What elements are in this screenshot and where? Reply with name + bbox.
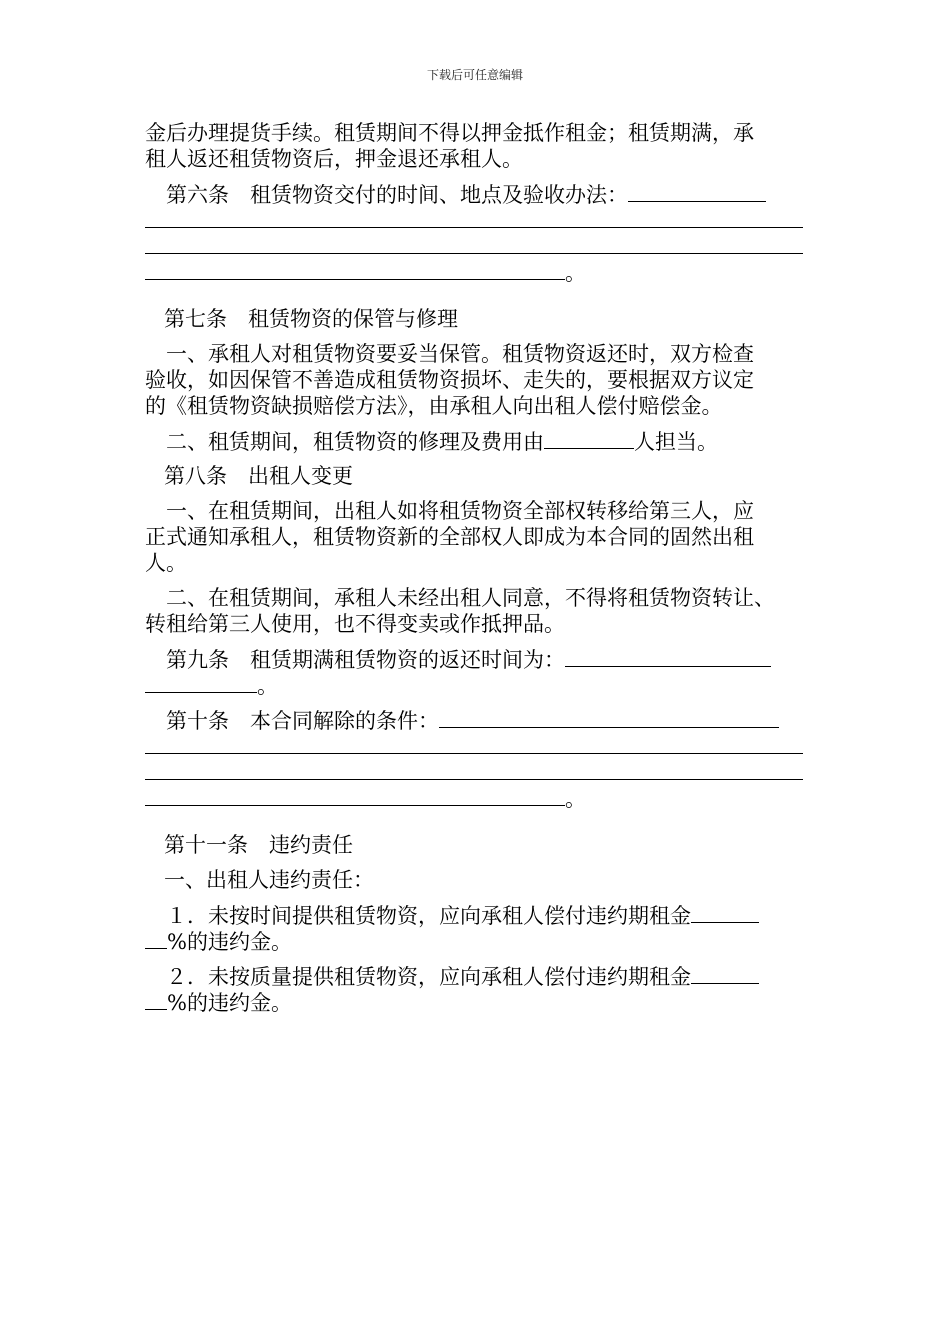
text-line: 人。 (145, 551, 187, 575)
text-line: 金后办理提货手续。租赁期间不得以押金抵作租金；租赁期满，承 (145, 121, 754, 145)
blank-field[interactable] (145, 989, 167, 1010)
article-7 (145, 306, 815, 332)
blank-field[interactable] (145, 733, 803, 754)
contract-body (145, 120, 815, 1024)
paragraph-deposit (145, 120, 815, 172)
period: 。 (565, 261, 586, 285)
article-11 (145, 832, 815, 858)
text-segment: ２．未按质量提供租赁物资，应向承租人偿付违约期租金 (166, 965, 691, 989)
article-7-title: 第七条 租赁物资的保管与修理 (164, 307, 458, 331)
article-11-title: 第十一条 违约责任 (164, 833, 353, 857)
blank-field[interactable] (145, 759, 803, 780)
article-7-item-2 (145, 428, 815, 454)
article-11-subtitle (145, 867, 815, 893)
article-6-label: 第六条 租赁物资交付的时间、地点及验收办法： (166, 183, 628, 207)
period: 。 (565, 787, 586, 811)
text-line: 转租给第三人使用，也不得变卖或作抵押品。 (145, 612, 565, 636)
article-11-clause-1 (145, 902, 815, 954)
blank-field[interactable] (565, 646, 771, 667)
text-segment: 人担当。 (634, 430, 718, 454)
blank-field[interactable] (691, 963, 759, 984)
article-6 (145, 181, 815, 285)
article-11-clause-2 (145, 963, 815, 1015)
article-9 (145, 646, 815, 698)
page-header: 下载后可任意编辑 (426, 68, 523, 82)
text-line: 二、在租赁期间，承租人未经出租人同意，不得将租赁物资转让、 (166, 586, 775, 610)
article-8-item-2 (145, 585, 815, 637)
text-line: 正式通知承租人，租赁物资新的全部权人即成为本合同的固然出租 (145, 525, 754, 549)
article-8 (145, 463, 815, 489)
text-line: 一、出租人违约责任： (164, 868, 374, 892)
article-8-title: 第八条 出租人变更 (164, 464, 353, 488)
article-7-item-1 (145, 341, 815, 419)
article-9-label: 第九条 租赁期满租赁物资的返还时间为： (166, 648, 565, 672)
blank-field[interactable] (628, 181, 766, 202)
blank-field[interactable] (691, 902, 759, 923)
article-8-item-1 (145, 498, 815, 576)
blank-field[interactable] (145, 233, 803, 254)
text-line: 租人返还租赁物资后，押金退还承租人。 (145, 147, 523, 171)
text-line: 一、在租赁期间，出租人如将租赁物资全部权转移给第三人，应 (166, 499, 754, 523)
text-line: 一、承租人对租赁物资要妥当保管。租赁物资返还时，双方检查 (166, 342, 754, 366)
blank-field[interactable] (544, 428, 634, 449)
blank-field[interactable] (145, 207, 803, 228)
text-segment: %的违约金。 (167, 991, 292, 1015)
article-10-label: 第十条 本合同解除的条件： (166, 709, 439, 733)
text-segment: １．未按时间提供租赁物资，应向承租人偿付违约期租金 (166, 904, 691, 928)
text-line: 的《租赁物资缺损赔偿方法》，由承租人向出租人偿付赔偿金。 (145, 394, 723, 418)
text-segment: 二、租赁期间，租赁物资的修理及费用由 (166, 430, 544, 454)
period: 。 (257, 674, 278, 698)
text-line: 验收，如因保管不善造成租赁物资损坏、走失的，要根据双方议定 (145, 368, 754, 392)
blank-field[interactable] (145, 672, 257, 693)
article-10 (145, 707, 815, 811)
text-segment: %的违约金。 (167, 930, 292, 954)
blank-field[interactable] (145, 785, 565, 806)
blank-field[interactable] (145, 928, 167, 949)
blank-field[interactable] (439, 707, 779, 728)
blank-field[interactable] (145, 259, 565, 280)
